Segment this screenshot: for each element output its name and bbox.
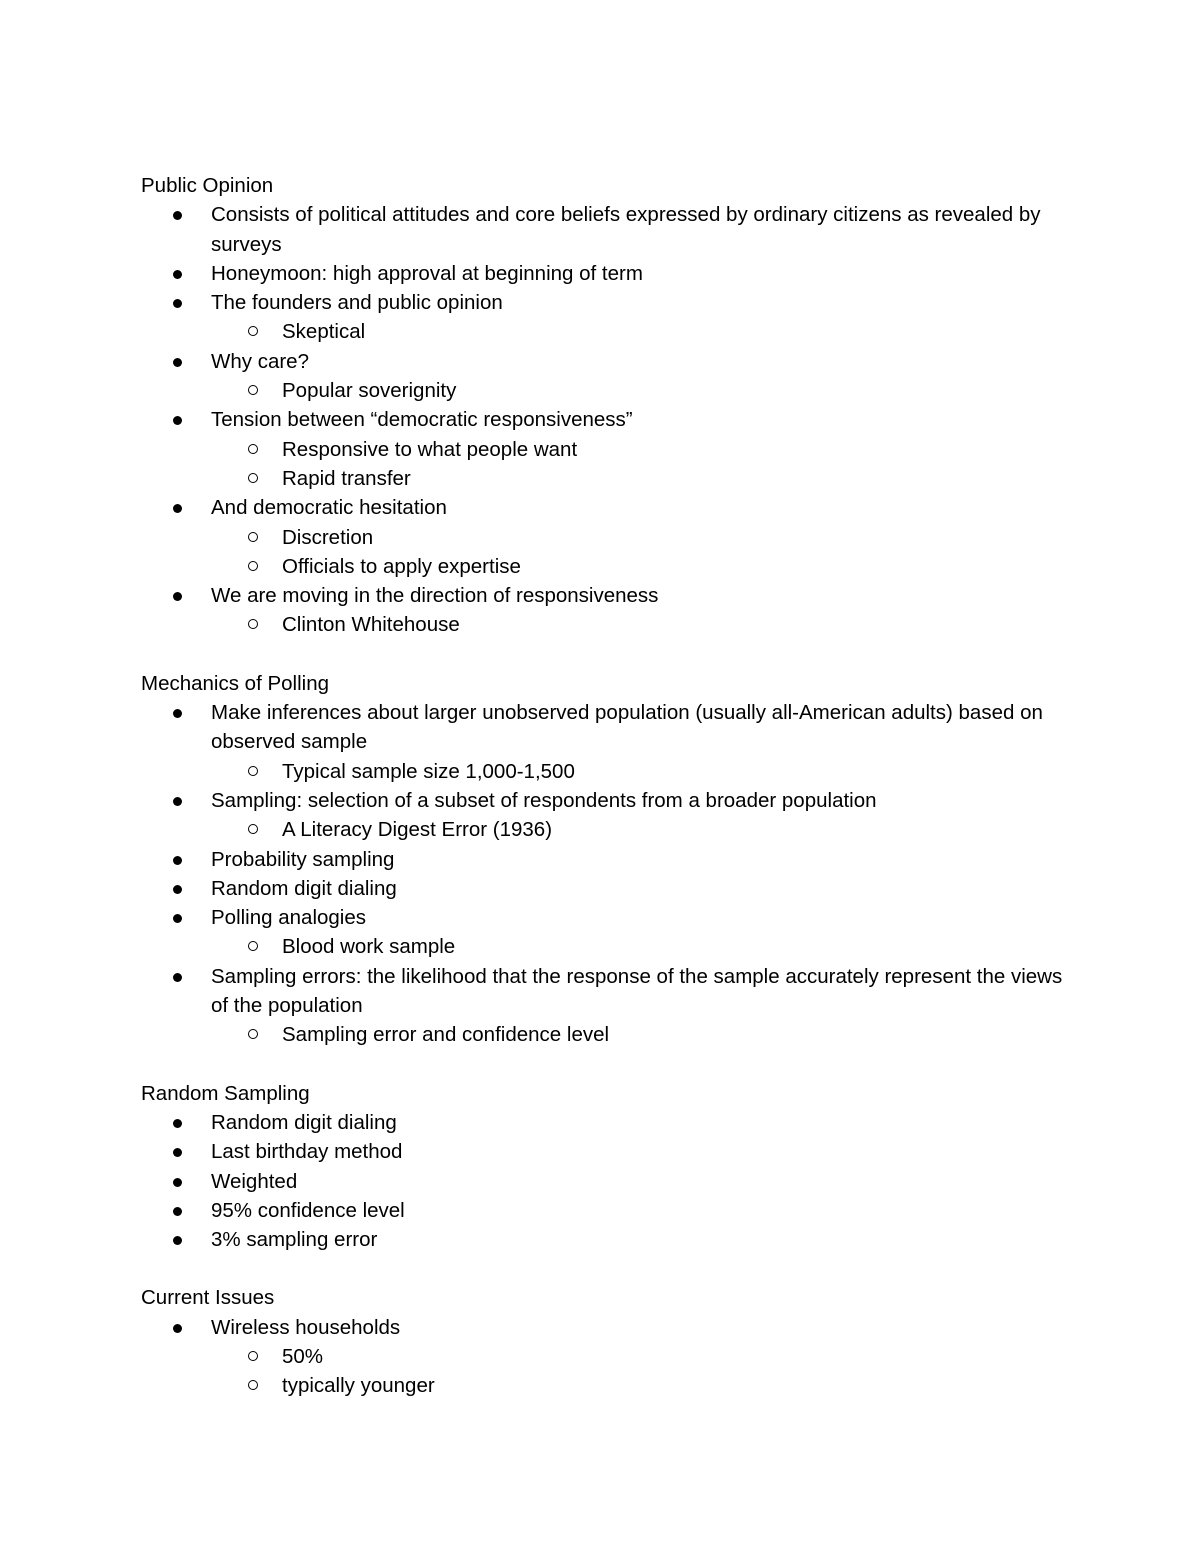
filled-bullet-icon — [173, 1178, 182, 1187]
sub-bullet-list — [211, 523, 1081, 582]
list-item — [211, 347, 1081, 406]
list-item — [211, 405, 1081, 493]
filled-bullet-icon — [173, 914, 182, 923]
filled-bullet-icon — [173, 856, 182, 865]
filled-bullet-icon — [173, 299, 182, 308]
sub-bullet-list — [211, 435, 1081, 494]
list-item — [211, 200, 1081, 259]
hollow-bullet-icon — [248, 766, 258, 776]
filled-bullet-icon — [173, 973, 182, 982]
hollow-bullet-icon — [248, 532, 258, 542]
filled-bullet-icon — [173, 416, 182, 425]
sub-list-item-text: Clinton Whitehouse — [282, 613, 460, 637]
hollow-bullet-icon — [248, 619, 258, 629]
hollow-bullet-icon — [248, 1351, 258, 1361]
section — [141, 171, 1081, 640]
filled-bullet-icon — [173, 504, 182, 513]
hollow-bullet-icon — [248, 385, 258, 395]
list-item-text: 3% sampling error — [211, 1228, 378, 1252]
filled-bullet-icon — [173, 1324, 182, 1333]
list-item-text: Sampling: selection of a subset of respondents from a broader population — [211, 788, 877, 812]
sub-list-item-text: Blood work sample — [282, 935, 456, 959]
list-item — [211, 1196, 1081, 1225]
list-item-text: Consists of political attitudes and core beliefs expressed by ordinary citizens as revealed by surveys — [211, 203, 1041, 256]
sub-list-item — [282, 523, 1081, 552]
hollow-bullet-icon — [248, 941, 258, 951]
list-item-text: We are moving in the direction of responsiveness — [211, 584, 659, 608]
list-item-text: Honeymoon: high approval at beginning of term — [211, 261, 643, 285]
sub-list-item-text: Rapid transfer — [282, 466, 411, 490]
sub-list-item-text: Typical sample size 1,000-1,500 — [282, 759, 575, 783]
list-item-text: And democratic hesitation — [211, 496, 447, 520]
hollow-bullet-icon — [248, 326, 258, 336]
filled-bullet-icon — [173, 885, 182, 894]
list-item-text: Tension between “democratic responsiveness” — [211, 408, 633, 432]
list-item-text: Probability sampling — [211, 847, 395, 871]
sub-list-item — [282, 610, 1081, 639]
filled-bullet-icon — [173, 1119, 182, 1128]
sub-bullet-list — [211, 317, 1081, 346]
section — [141, 669, 1081, 1050]
section-heading: Mechanics of Polling — [141, 671, 330, 695]
bullet-list — [141, 698, 1081, 1050]
sub-list-item-text: A Literacy Digest Error (1936) — [282, 818, 553, 842]
sub-bullet-list — [211, 1342, 1081, 1401]
sub-bullet-list — [211, 610, 1081, 639]
sub-list-item-text: Popular soverignity — [282, 379, 457, 403]
list-item-text: Random digit dialing — [211, 1110, 397, 1134]
list-item-text: Last birthday method — [211, 1140, 403, 1164]
sub-bullet-list — [211, 376, 1081, 405]
list-item-text: Polling analogies — [211, 906, 367, 930]
filled-bullet-icon — [173, 592, 182, 601]
section-heading: Public Opinion — [141, 174, 274, 197]
list-item-text: Why care? — [211, 349, 309, 373]
bullet-list — [141, 1108, 1081, 1254]
list-item — [211, 1225, 1081, 1254]
sub-list-item — [282, 932, 1081, 961]
sub-list-item — [282, 1020, 1081, 1049]
list-item — [211, 581, 1081, 640]
hollow-bullet-icon — [248, 824, 258, 834]
list-item — [211, 903, 1081, 962]
hollow-bullet-icon — [248, 444, 258, 454]
list-item — [211, 874, 1081, 903]
section — [141, 1283, 1081, 1400]
sub-list-item — [282, 552, 1081, 581]
list-item-text: Sampling errors: the likelihood that the response of the sample accurately represent the views of the population — [211, 964, 1063, 1018]
filled-bullet-icon — [173, 1207, 182, 1216]
sub-list-item-text: Officials to apply expertise — [282, 554, 521, 578]
list-item — [211, 962, 1081, 1050]
filled-bullet-icon — [173, 1236, 182, 1245]
sub-bullet-list — [211, 932, 1081, 961]
list-item-text: Make inferences about larger unobserved population (usually all-American adults) based on observed sample — [211, 701, 1043, 754]
hollow-bullet-icon — [248, 1380, 258, 1390]
section-heading: Current Issues — [141, 1286, 275, 1310]
filled-bullet-icon — [173, 270, 182, 279]
filled-bullet-icon — [173, 709, 182, 718]
sub-list-item — [282, 464, 1081, 493]
sub-bullet-list — [211, 757, 1081, 786]
bullet-list — [141, 200, 1081, 639]
list-item — [211, 1108, 1081, 1137]
sub-bullet-list — [211, 1020, 1081, 1049]
hollow-bullet-icon — [248, 473, 258, 483]
list-item-text: 95% confidence level — [211, 1198, 405, 1222]
list-item — [211, 698, 1081, 786]
sub-list-item — [282, 1371, 1081, 1400]
filled-bullet-icon — [173, 797, 182, 806]
hollow-bullet-icon — [248, 1029, 258, 1039]
list-item-text: Wireless households — [211, 1315, 401, 1339]
document-body — [141, 171, 1081, 1401]
section-heading: Random Sampling — [141, 1081, 310, 1105]
list-item — [211, 1137, 1081, 1166]
filled-bullet-icon — [173, 358, 182, 367]
filled-bullet-icon — [173, 1148, 182, 1157]
sub-list-item-text: Responsive to what people want — [282, 437, 578, 461]
sub-list-item — [282, 317, 1081, 346]
list-item — [211, 259, 1081, 288]
sub-list-item — [282, 815, 1081, 844]
list-item-text: Random digit dialing — [211, 876, 397, 900]
sub-list-item — [282, 435, 1081, 464]
sub-bullet-list — [211, 815, 1081, 844]
filled-bullet-icon — [173, 211, 182, 220]
list-item — [211, 845, 1081, 874]
bullet-list — [141, 1313, 1081, 1401]
sub-list-item-text: typically younger — [282, 1374, 435, 1398]
sub-list-item-text: Sampling error and confidence level — [282, 1023, 610, 1047]
sub-list-item-text: 50% — [282, 1344, 324, 1368]
list-item — [211, 1167, 1081, 1196]
sub-list-item-text: Skeptical — [282, 320, 366, 344]
section — [141, 1079, 1081, 1255]
sub-list-item — [282, 757, 1081, 786]
list-item — [211, 288, 1081, 347]
sub-list-item — [282, 1342, 1081, 1371]
sub-list-item — [282, 376, 1081, 405]
list-item-text: The founders and public opinion — [211, 291, 503, 315]
list-item-text: Weighted — [211, 1169, 298, 1193]
hollow-bullet-icon — [248, 561, 258, 571]
list-item — [211, 786, 1081, 845]
list-item — [211, 493, 1081, 581]
list-item — [211, 1313, 1081, 1401]
sub-list-item-text: Discretion — [282, 525, 374, 549]
